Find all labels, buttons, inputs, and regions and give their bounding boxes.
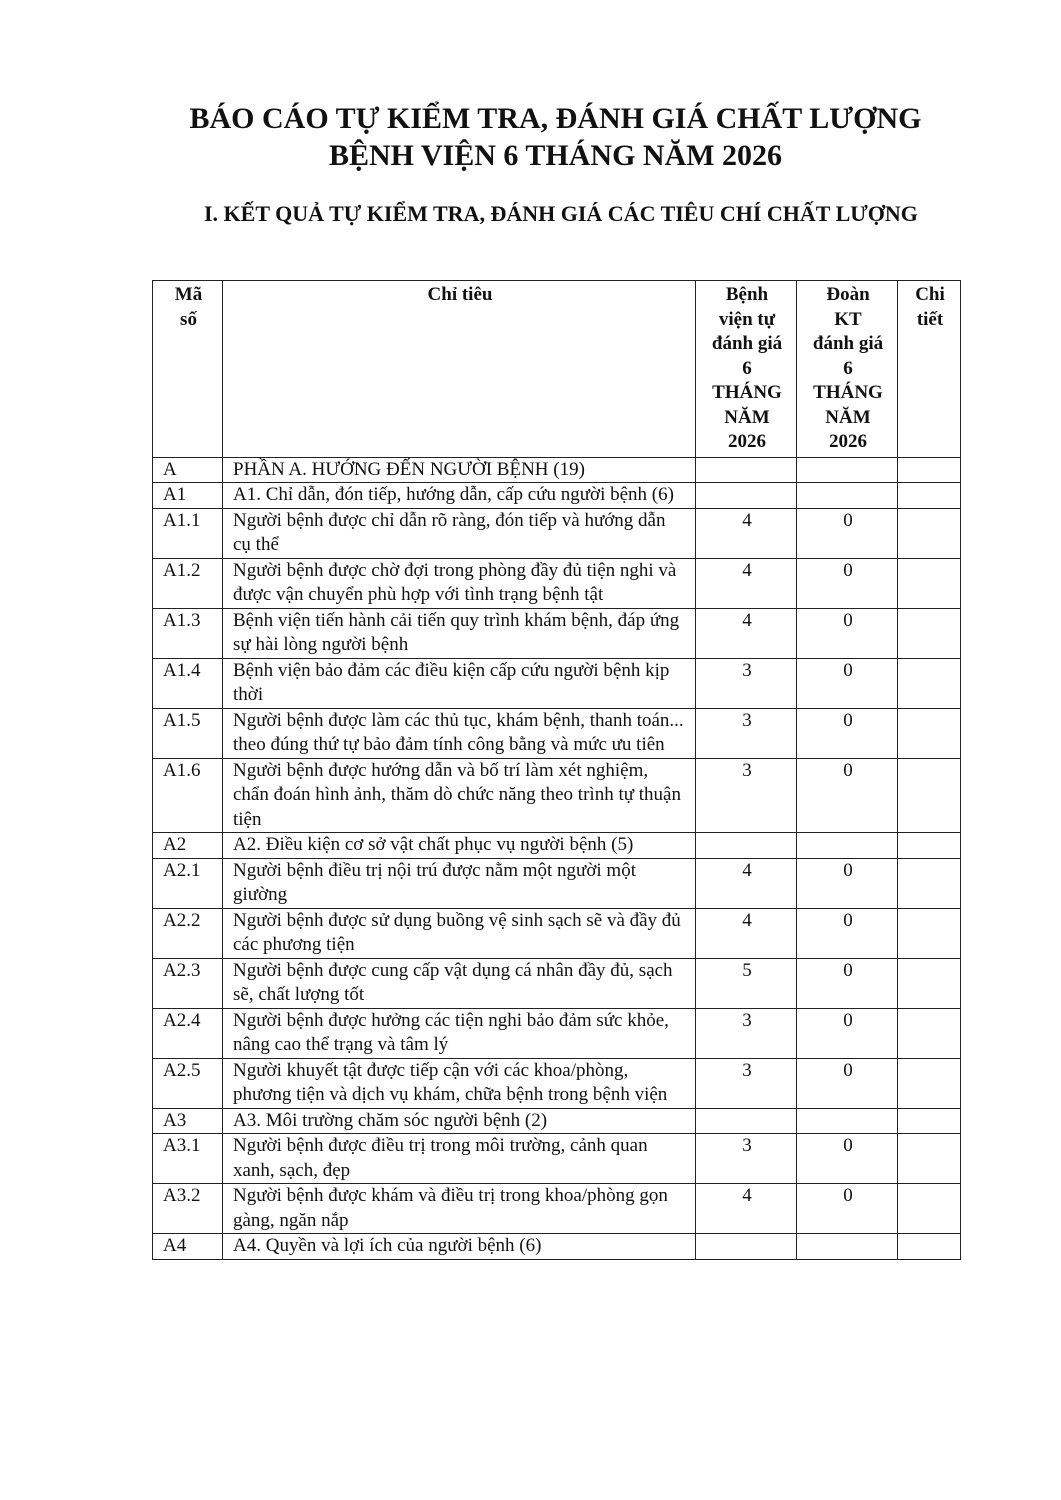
header-name: Chỉ tiêu — [223, 281, 696, 458]
cell-self-score: 4 — [696, 558, 797, 608]
cell-detail — [898, 1108, 961, 1134]
header-line: NĂM — [724, 406, 770, 428]
cell-criterion: Người bệnh được chờ đợi trong phòng đầy đủ tiện nghi và được vận chuyển phù hợp với tình trạng bệnh tật — [223, 558, 696, 608]
table-row — [153, 858, 961, 908]
table-row — [153, 758, 961, 833]
cell-code: A3.2 — [153, 1184, 223, 1234]
cell-self-score: 5 — [696, 958, 797, 1008]
table-row — [153, 708, 961, 758]
cell-team-score: 0 — [797, 1008, 898, 1058]
cell-team-score — [797, 833, 898, 859]
cell-team-score: 0 — [797, 708, 898, 758]
cell-team-score: 0 — [797, 1058, 898, 1108]
cell-self-score: 3 — [696, 658, 797, 708]
cell-detail — [898, 658, 961, 708]
criteria-table — [152, 280, 961, 1260]
header-line: Mã — [174, 284, 203, 305]
table-row — [153, 483, 961, 509]
header-team-assessment — [797, 281, 898, 458]
table-row — [153, 508, 961, 558]
table-header — [153, 281, 961, 458]
cell-detail — [898, 1184, 961, 1234]
cell-self-score: 4 — [696, 858, 797, 908]
cell-code: A4 — [153, 1234, 223, 1260]
header-line: Đoàn — [826, 284, 870, 305]
cell-self-score: 4 — [696, 1184, 797, 1234]
header-line: đánh giá — [812, 333, 884, 354]
cell-criterion: A4. Quyền và lợi ích của người bệnh (6) — [223, 1234, 696, 1260]
header-line: tiết — [916, 308, 944, 330]
header-line: THÁNG — [813, 382, 883, 403]
cell-criterion: Người bệnh được điều trị trong môi trường, cảnh quan xanh, sạch, đẹp — [223, 1134, 696, 1184]
cell-code: A2 — [153, 833, 223, 859]
cell-criterion: PHẦN A. HƯỚNG ĐẾN NGƯỜI BỆNH (19) — [223, 457, 696, 483]
table-row — [153, 908, 961, 958]
header-line: THÁNG — [712, 382, 782, 403]
table-row — [153, 1108, 961, 1134]
cell-team-score: 0 — [797, 658, 898, 708]
cell-criterion: Người khuyết tật được tiếp cận với các khoa/phòng, phương tiện và dịch vụ khám, chữa bệnh trong bệnh viện — [223, 1058, 696, 1108]
cell-code: A3.1 — [153, 1134, 223, 1184]
cell-code: A — [153, 457, 223, 483]
cell-code: A2.1 — [153, 858, 223, 908]
cell-criterion: A2. Điều kiện cơ sở vật chất phục vụ người bệnh (5) — [223, 833, 696, 859]
cell-self-score — [696, 457, 797, 483]
cell-detail — [898, 858, 961, 908]
section-heading: I. KẾT QUẢ TỰ KIỂM TRA, ĐÁNH GIÁ CÁC TIÊU CHÍ CHẤT LƯỢNG — [204, 201, 918, 226]
header-line: KT — [834, 308, 862, 330]
cell-criterion: Người bệnh được chỉ dẫn rõ ràng, đón tiếp và hướng dẫn cụ thể — [223, 508, 696, 558]
cell-detail — [898, 1058, 961, 1108]
table-row — [153, 1058, 961, 1108]
cell-team-score: 0 — [797, 758, 898, 833]
cell-team-score: 0 — [797, 608, 898, 658]
cell-team-score — [797, 457, 898, 483]
header-line: Chi — [915, 284, 945, 305]
cell-criterion: A1. Chỉ dẫn, đón tiếp, hướng dẫn, cấp cứu người bệnh (6) — [223, 483, 696, 509]
cell-self-score — [696, 1234, 797, 1260]
cell-detail — [898, 908, 961, 958]
header-line: Bệnh — [725, 284, 769, 305]
cell-detail — [898, 958, 961, 1008]
table-row — [153, 958, 961, 1008]
cell-criterion: Người bệnh được hưởng các tiện nghi bảo đảm sức khỏe, nâng cao thể trạng và tâm lý — [223, 1008, 696, 1058]
cell-detail — [898, 708, 961, 758]
header-code — [153, 281, 223, 458]
cell-code: A1.2 — [153, 558, 223, 608]
header-line: 6 — [742, 357, 752, 379]
cell-code: A1 — [153, 483, 223, 509]
table-body — [153, 457, 961, 1259]
cell-code: A1.3 — [153, 608, 223, 658]
cell-team-score: 0 — [797, 958, 898, 1008]
table-row — [153, 608, 961, 658]
cell-self-score: 4 — [696, 908, 797, 958]
cell-code: A2.5 — [153, 1058, 223, 1108]
cell-criterion: Người bệnh điều trị nội trú được nằm một người một giường — [223, 858, 696, 908]
cell-self-score: 3 — [696, 1058, 797, 1108]
table-row — [153, 1234, 961, 1260]
cell-detail — [898, 608, 961, 658]
cell-team-score — [797, 1108, 898, 1134]
cell-criterion: Người bệnh được khám và điều trị trong khoa/phòng gọn gàng, ngăn nắp — [223, 1184, 696, 1234]
cell-criterion: Người bệnh được làm các thủ tục, khám bệnh, thanh toán... theo đúng thứ tự bảo đảm tính công bằng và mức ưu tiên — [223, 708, 696, 758]
cell-self-score: 4 — [696, 608, 797, 658]
cell-team-score: 0 — [797, 1184, 898, 1234]
cell-code: A2.2 — [153, 908, 223, 958]
cell-detail — [898, 483, 961, 509]
cell-team-score — [797, 483, 898, 509]
cell-code: A1.4 — [153, 658, 223, 708]
cell-criterion: Người bệnh được sử dụng buồng vệ sinh sạch sẽ và đầy đủ các phương tiện — [223, 908, 696, 958]
cell-self-score — [696, 1108, 797, 1134]
table-row — [153, 558, 961, 608]
table-row — [153, 833, 961, 859]
header-line: viện tự — [718, 308, 776, 330]
document-title — [100, 100, 1011, 174]
cell-criterion: Người bệnh được hướng dẫn và bố trí làm xét nghiệm, chẩn đoán hình ảnh, thăm dò chức năng theo trình tự thuận tiện — [223, 758, 696, 833]
cell-detail — [898, 1134, 961, 1184]
header-detail — [898, 281, 961, 458]
cell-detail — [898, 1234, 961, 1260]
table-row — [153, 1008, 961, 1058]
cell-code: A1.6 — [153, 758, 223, 833]
cell-criterion: A3. Môi trường chăm sóc người bệnh (2) — [223, 1108, 696, 1134]
cell-self-score: 3 — [696, 758, 797, 833]
cell-team-score — [797, 1234, 898, 1260]
table-row — [153, 1184, 961, 1234]
cell-detail — [898, 1008, 961, 1058]
cell-detail — [898, 833, 961, 859]
cell-self-score: 3 — [696, 1008, 797, 1058]
cell-detail — [898, 508, 961, 558]
cell-code: A2.3 — [153, 958, 223, 1008]
table-row — [153, 1134, 961, 1184]
cell-criterion: Người bệnh được cung cấp vật dụng cá nhân đầy đủ, sạch sẽ, chất lượng tốt — [223, 958, 696, 1008]
cell-code: A2.4 — [153, 1008, 223, 1058]
table-row — [153, 658, 961, 708]
cell-detail — [898, 758, 961, 833]
cell-team-score: 0 — [797, 558, 898, 608]
cell-self-score — [696, 483, 797, 509]
cell-detail — [898, 558, 961, 608]
cell-criterion: Bệnh viện tiến hành cải tiến quy trình khám bệnh, đáp ứng sự hài lòng người bệnh — [223, 608, 696, 658]
cell-code: A1.5 — [153, 708, 223, 758]
table-row — [153, 457, 961, 483]
header-self-assessment — [696, 281, 797, 458]
cell-code: A1.1 — [153, 508, 223, 558]
header-line: đánh giá — [711, 333, 783, 354]
cell-self-score: 3 — [696, 1134, 797, 1184]
title-line-2: BỆNH VIỆN 6 THÁNG NĂM 2026 — [328, 139, 783, 172]
header-line: 6 — [843, 357, 853, 379]
cell-criterion: Bệnh viện bảo đảm các điều kiện cấp cứu người bệnh kịp thời — [223, 658, 696, 708]
cell-self-score: 4 — [696, 508, 797, 558]
cell-detail — [898, 457, 961, 483]
cell-team-score: 0 — [797, 508, 898, 558]
header-line: số — [180, 308, 197, 330]
header-line: 2026 — [829, 431, 867, 452]
header-row — [153, 281, 961, 458]
header-line: 2026 — [728, 431, 766, 452]
cell-code: A3 — [153, 1108, 223, 1134]
cell-team-score: 0 — [797, 1134, 898, 1184]
title-line-1: BÁO CÁO TỰ KIỂM TRA, ĐÁNH GIÁ CHẤT LƯỢNG — [189, 102, 922, 135]
cell-self-score — [696, 833, 797, 859]
cell-team-score: 0 — [797, 858, 898, 908]
cell-team-score: 0 — [797, 908, 898, 958]
header-line: NĂM — [825, 406, 871, 428]
cell-self-score: 3 — [696, 708, 797, 758]
